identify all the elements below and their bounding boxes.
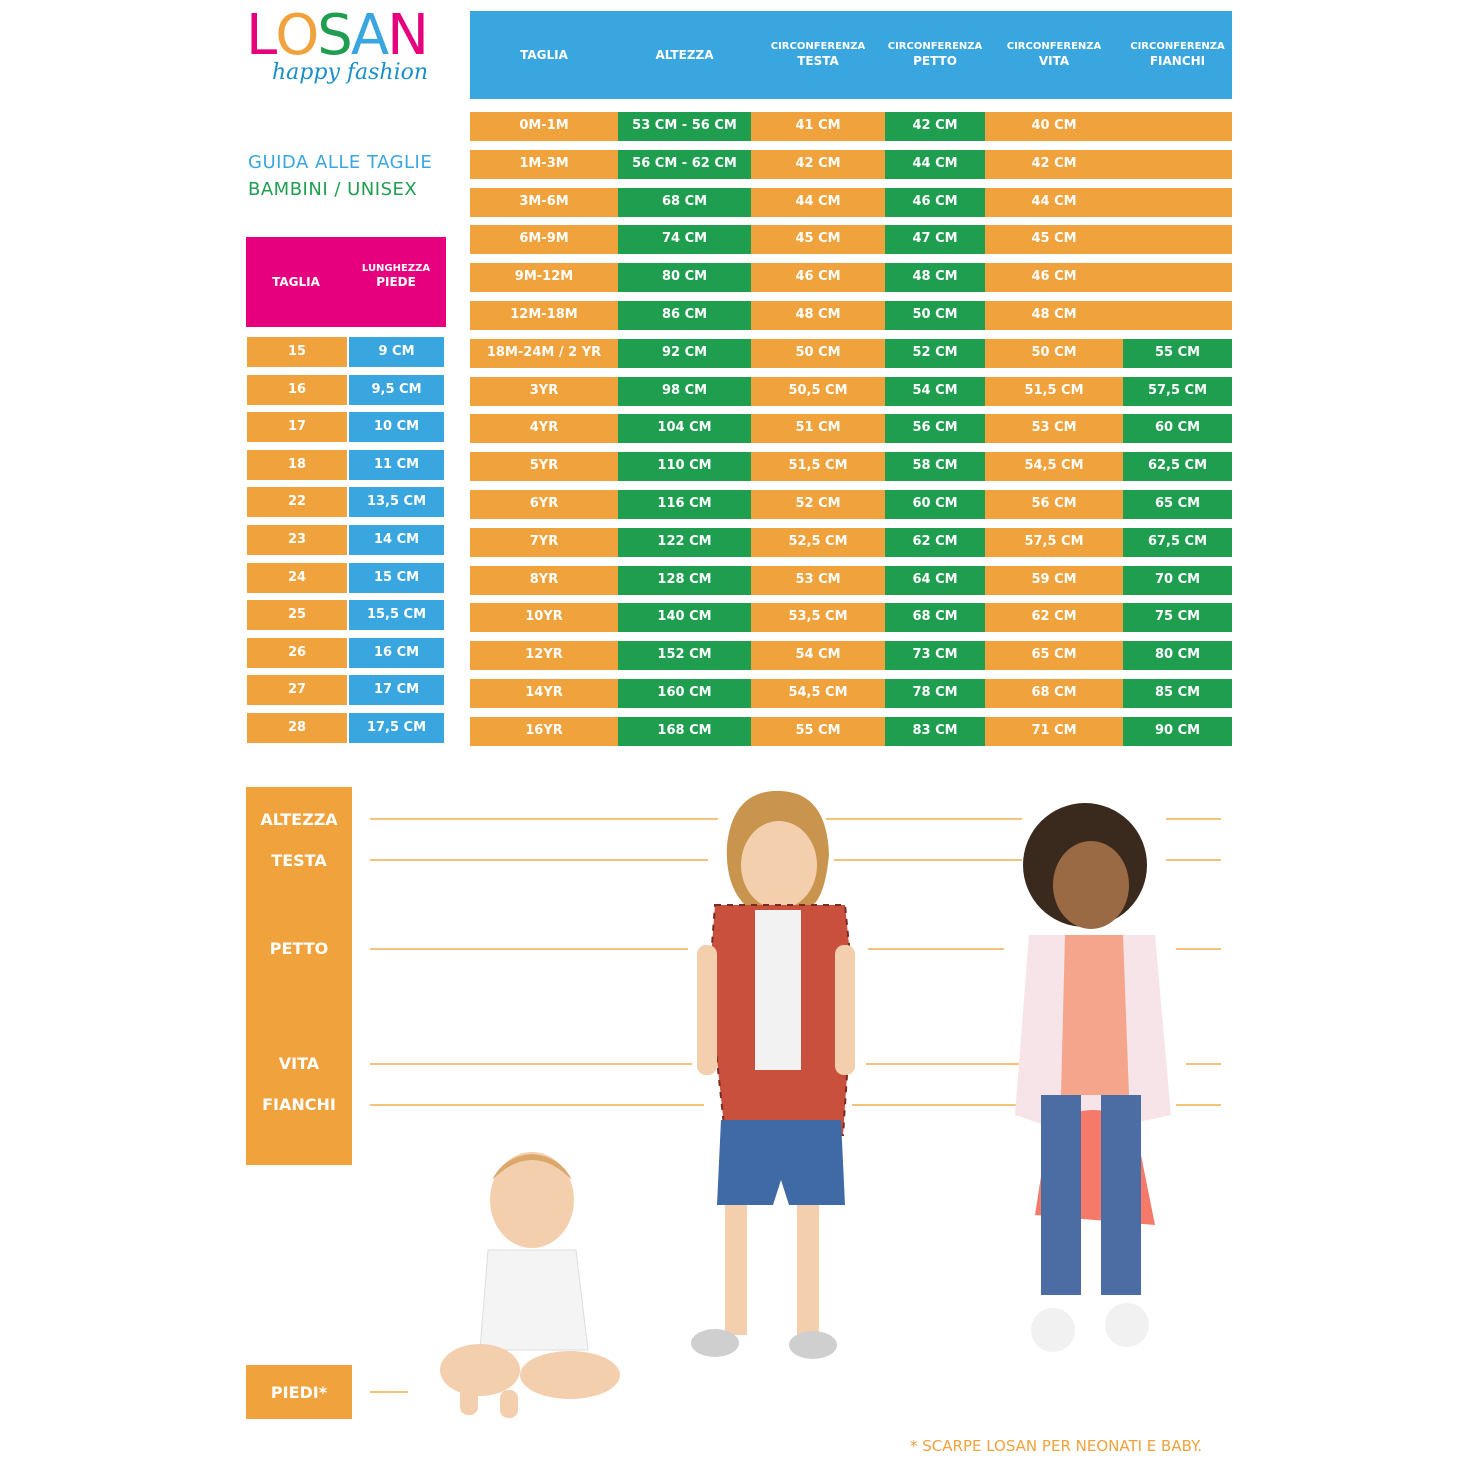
guide-line-vita-1 [370,1063,692,1065]
header-fianchi-bottom: FIANCHI [1149,53,1206,68]
cell-altezza: 104 CM [618,414,751,443]
cell-vita: 46 CM [985,263,1123,292]
cell-vita: 45 CM [985,225,1123,254]
cell-testa: 42 CM [751,150,885,179]
guide-line-vita-2 [866,1063,1022,1065]
cell-taglia: 18M-24M / 2 YR [470,339,618,368]
cell-altezza: 86 CM [618,301,751,330]
cell-petto: 56 CM [885,414,985,443]
shoe-length-cell: 15 CM [349,563,444,593]
cell-petto: 42 CM [885,112,985,141]
cell-petto: 44 CM [885,150,985,179]
header-petto-top: CIRCONFERENZA [887,41,983,53]
cell-testa: 51,5 CM [751,452,885,481]
shoe-length-cell: 15,5 CM [349,600,444,630]
footnote: * SCARPE LOSAN PER NEONATI E BABY. [910,1437,1202,1455]
shoe-length-cell: 9,5 CM [349,375,444,405]
header-vita [985,11,1123,99]
cell-taglia: 12M-18M [470,301,618,330]
guide-title-line1: GUIDA ALLE TAGLIE [248,152,433,173]
cell-testa: 48 CM [751,301,885,330]
cell-petto: 52 CM [885,339,985,368]
cell-fianchi: 65 CM [1123,490,1232,519]
guide-line-altezza-1 [370,818,718,820]
cell-taglia: 6M-9M [470,225,618,254]
cell-taglia: 4YR [470,414,618,443]
guide-title-line2: BAMBINI / UNISEX [248,179,418,200]
cell-vita: 57,5 CM [985,528,1123,557]
logo-letter: N [387,3,428,68]
cell-taglia: 3M-6M [470,188,618,217]
label-piedi: PIEDI* [270,1383,328,1402]
cell-fianchi: 75 CM [1123,603,1232,632]
cell-altezza: 56 CM - 62 CM [618,150,751,179]
label-fianchi: FIANCHI [262,1095,336,1114]
logo-letter: O [275,3,318,68]
shoe-size-cell: 26 [247,638,347,668]
shoe-header-length-top: LUNGHEZZA [361,263,431,274]
cell-taglia: 0M-1M [470,112,618,141]
cell-testa: 54,5 CM [751,679,885,708]
header-altezza: ALTEZZA [655,47,714,62]
guide-line-vita-3 [1186,1063,1221,1065]
header-testa-top: CIRCONFERENZA [770,41,866,53]
cell-altezza: 140 CM [618,603,751,632]
cell-taglia: 5YR [470,452,618,481]
cell-vita: 62 CM [985,603,1123,632]
logo-letter: S [317,3,351,68]
cell-fianchi: 55 CM [1123,339,1232,368]
shoe-length-cell: 17 CM [349,675,444,705]
cell-altezza: 68 CM [618,188,751,217]
cell-petto: 68 CM [885,603,985,632]
label-altezza: ALTEZZA [260,810,338,829]
cell-fianchi: 62,5 CM [1123,452,1232,481]
cell-fianchi: 80 CM [1123,641,1232,670]
guide-line-petto-2 [868,948,1004,950]
cell-vita: 53 CM [985,414,1123,443]
shoe-size-cell: 16 [247,375,347,405]
shoe-size-cell: 22 [247,487,347,517]
cell-petto: 50 CM [885,301,985,330]
cell-vita: 50 CM [985,339,1123,368]
guide-line-testa-1 [370,859,708,861]
shoe-length-cell: 10 CM [349,412,444,442]
label-vita: VITA [278,1054,320,1073]
cell-taglia: 9M-12M [470,263,618,292]
cell-altezza: 92 CM [618,339,751,368]
cell-petto: 64 CM [885,566,985,595]
cell-testa: 52,5 CM [751,528,885,557]
shoe-size-cell: 25 [247,600,347,630]
cell-taglia: 12YR [470,641,618,670]
cell-testa: 51 CM [751,414,885,443]
cell-petto: 46 CM [885,188,985,217]
cell-altezza: 110 CM [618,452,751,481]
shoe-length-cell: 11 CM [349,450,444,480]
cell-vita: 40 CM [985,112,1123,141]
header-vita-bottom: VITA [1038,53,1070,68]
cell-testa: 46 CM [751,263,885,292]
cell-altezza: 74 CM [618,225,751,254]
header-fianchi-top: CIRCONFERENZA [1130,41,1225,53]
shoe-size-cell: 28 [247,713,347,743]
girl-photo [1005,795,1190,1365]
cell-testa: 55 CM [751,717,885,746]
guide-line-fianchi-2 [852,1104,1016,1106]
cell-petto: 78 CM [885,679,985,708]
brand-logo [246,4,446,68]
cell-vita: 54,5 CM [985,452,1123,481]
shoe-length-cell: 14 CM [349,525,444,555]
label-testa: TESTA [271,851,327,870]
cell-altezza: 80 CM [618,263,751,292]
shoe-size-cell: 27 [247,675,347,705]
header-vita-top: CIRCONFERENZA [1006,41,1102,53]
shoe-header-size: TAGLIA [272,275,320,289]
cell-petto: 47 CM [885,225,985,254]
cell-testa: 50,5 CM [751,377,885,406]
cell-vita: 44 CM [985,188,1123,217]
header-petto [885,11,985,99]
cell-altezza: 116 CM [618,490,751,519]
cell-testa: 52 CM [751,490,885,519]
cell-altezza: 122 CM [618,528,751,557]
cell-fianchi: 57,5 CM [1123,377,1232,406]
cell-taglia: 16YR [470,717,618,746]
boy-photo [685,785,865,1370]
cell-petto: 60 CM [885,490,985,519]
cell-fianchi: 85 CM [1123,679,1232,708]
cell-altezza: 98 CM [618,377,751,406]
cell-petto: 83 CM [885,717,985,746]
cell-testa: 44 CM [751,188,885,217]
cell-taglia: 1M-3M [470,150,618,179]
cell-petto: 54 CM [885,377,985,406]
cell-vita: 51,5 CM [985,377,1123,406]
shoe-size-cell: 15 [247,337,347,367]
guide-line-petto-1 [370,948,688,950]
shoe-length-cell: 17,5 CM [349,713,444,743]
shoe-table-header [246,237,446,327]
cell-vita: 56 CM [985,490,1123,519]
shoe-length-cell: 16 CM [349,638,444,668]
cell-vita: 59 CM [985,566,1123,595]
cell-fianchi: 90 CM [1123,717,1232,746]
cell-altezza: 168 CM [618,717,751,746]
cell-testa: 54 CM [751,641,885,670]
cell-vita: 68 CM [985,679,1123,708]
cell-taglia: 7YR [470,528,618,557]
cell-testa: 50 CM [751,339,885,368]
cell-altezza: 160 CM [618,679,751,708]
baby-photo [420,1120,640,1430]
cell-altezza: 128 CM [618,566,751,595]
cell-fianchi: 60 CM [1123,414,1232,443]
cell-taglia: 14YR [470,679,618,708]
header-fianchi [1123,11,1232,99]
shoe-length-cell: 9 CM [349,337,444,367]
cell-vita: 42 CM [985,150,1123,179]
shoe-size-cell: 18 [247,450,347,480]
shoe-size-cell: 17 [247,412,347,442]
logo-letter: A [350,3,388,68]
header-testa [751,11,885,99]
cell-altezza: 152 CM [618,641,751,670]
shoe-size-cell: 23 [247,525,347,555]
cell-taglia: 3YR [470,377,618,406]
cell-vita: 65 CM [985,641,1123,670]
cell-taglia: 6YR [470,490,618,519]
cell-taglia: 10YR [470,603,618,632]
guide-line-fianchi-1 [370,1104,704,1106]
cell-petto: 62 CM [885,528,985,557]
header-testa-bottom: TESTA [797,53,839,68]
cell-testa: 53,5 CM [751,603,885,632]
label-petto: PETTO [269,939,329,958]
brand-tagline: happy fashion [272,60,429,85]
cell-testa: 53 CM [751,566,885,595]
shoe-size-cell: 24 [247,563,347,593]
shoe-length-cell: 13,5 CM [349,487,444,517]
cell-vita: 48 CM [985,301,1123,330]
cell-testa: 45 CM [751,225,885,254]
cell-petto: 73 CM [885,641,985,670]
cell-fianchi: 70 CM [1123,566,1232,595]
cell-testa: 41 CM [751,112,885,141]
cell-altezza: 53 CM - 56 CM [618,112,751,141]
header-petto-bottom: PETTO [913,53,957,68]
guide-line-piedi [370,1391,408,1393]
shoe-header-length [346,263,446,289]
logo-letter: L [246,3,276,68]
cell-petto: 48 CM [885,263,985,292]
cell-fianchi: 67,5 CM [1123,528,1232,557]
cell-vita: 71 CM [985,717,1123,746]
cell-taglia: 8YR [470,566,618,595]
header-taglia: TAGLIA [520,47,568,62]
shoe-header-length-bottom: PIEDE [376,275,416,289]
cell-petto: 58 CM [885,452,985,481]
